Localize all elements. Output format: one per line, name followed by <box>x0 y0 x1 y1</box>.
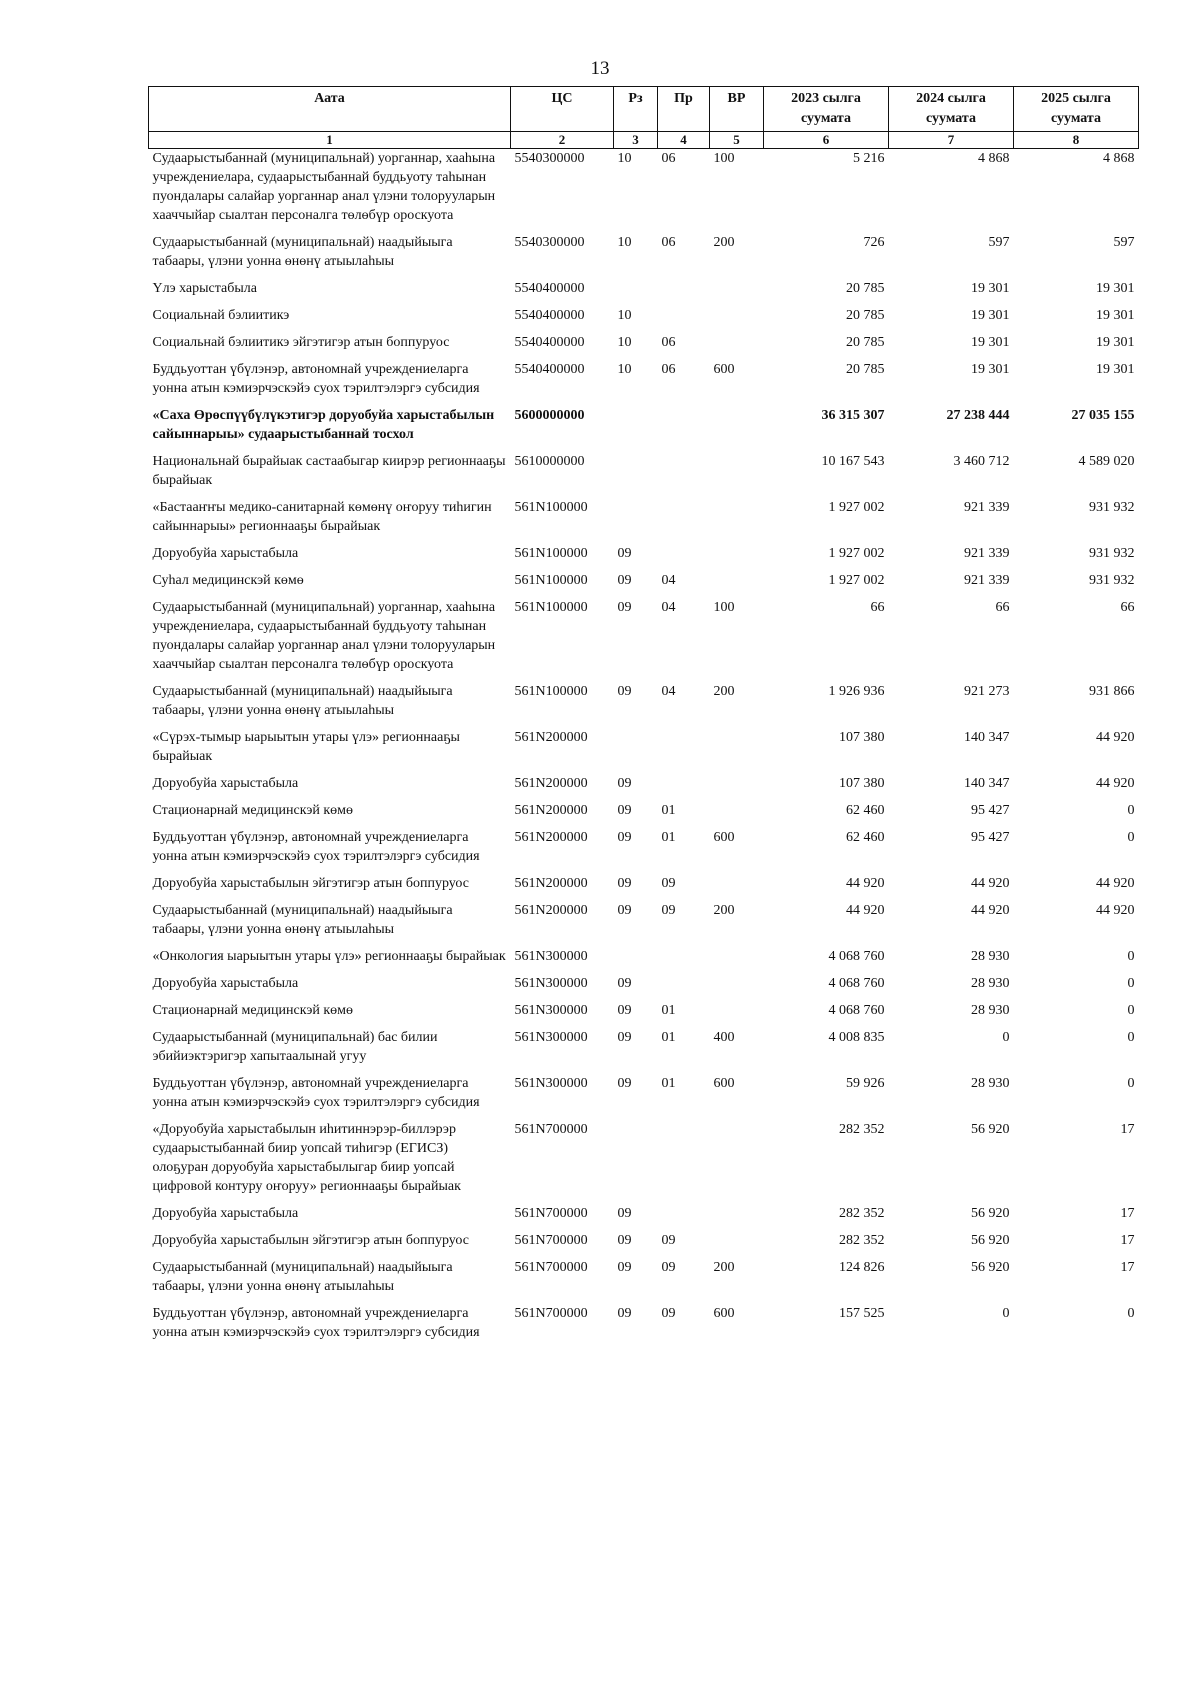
row-name: Судаарыстыбаннай (муниципальнай) уорганнар, хааһына учреждениелара, судаарыстыбаннай буддьуоту таһынан пуондалары салайар уорганнар анал үлэни толорууларын хааччыйар сыалтан персоналга төлөбүр ороскуота <box>152 600 496 672</box>
row-pr <box>658 1204 710 1231</box>
row-vr: 600 <box>713 1076 735 1091</box>
row-amount-2023: 5 216 <box>853 151 885 166</box>
row-amount-2025: 931 866 <box>1089 684 1135 699</box>
row-code: 561N300000 <box>514 1030 588 1045</box>
row-code: 561N700000 <box>514 1122 588 1137</box>
row-vr: 100 <box>713 151 735 166</box>
row-amount-2024: 921 339 <box>964 500 1010 515</box>
row-amount-2024: 95 427 <box>971 830 1010 845</box>
row-rz <box>614 728 658 774</box>
row-amount-2023: 4 068 760 <box>828 949 885 964</box>
row-pr: 06 <box>661 362 676 377</box>
row-pr <box>658 728 710 774</box>
row-code: 561N100000 <box>514 500 588 515</box>
row-amount-2025: 597 <box>1113 235 1135 250</box>
column-number: 4 <box>658 132 710 149</box>
row-name: Суһал медицинскэй көмө <box>152 573 304 588</box>
table-row <box>149 1074 1139 1120</box>
table-row <box>149 598 1139 682</box>
row-name: Стационарнай медицинскэй көмө <box>152 1003 354 1018</box>
table-row <box>149 1028 1139 1074</box>
row-vr <box>710 728 764 774</box>
row-amount-2024: 4 868 <box>978 151 1010 166</box>
row-amount-2025: 0 <box>1127 803 1135 818</box>
row-rz: 09 <box>617 573 632 588</box>
column-number: 1 <box>149 132 511 149</box>
row-name: Социальнай бэлиитикэ эйгэтигэр атын боппуруос <box>152 335 450 350</box>
header-pr: Пр <box>658 87 710 132</box>
column-number: 2 <box>511 132 614 149</box>
row-name: Буддьуоттан үбүлэнэр, автономнай учреждениеларга уонна атын кэмиэрчэскэйэ суох тэрилтэлэргэ субсидия <box>152 362 480 396</box>
column-number: 5 <box>710 132 764 149</box>
row-amount-2025: 0 <box>1127 1003 1135 1018</box>
row-rz: 10 <box>617 308 632 323</box>
row-amount-2025: 44 920 <box>1096 876 1135 891</box>
row-amount-2025: 931 932 <box>1089 573 1135 588</box>
row-code: 561N200000 <box>514 876 588 891</box>
row-rz <box>614 279 658 306</box>
row-amount-2024: 56 920 <box>971 1122 1010 1137</box>
header-code: ЦС <box>511 87 614 132</box>
table-row <box>149 360 1139 406</box>
table-row <box>149 1231 1139 1258</box>
row-amount-2024: 19 301 <box>971 308 1010 323</box>
row-pr <box>658 306 710 333</box>
row-amount-2023: 44 920 <box>846 903 885 918</box>
row-rz: 10 <box>617 362 632 377</box>
row-pr: 01 <box>661 803 676 818</box>
column-number: 3 <box>614 132 658 149</box>
column-number: 6 <box>764 132 889 149</box>
row-code: 5600000000 <box>514 408 585 423</box>
column-number: 8 <box>1014 132 1139 149</box>
table-row <box>149 1204 1139 1231</box>
row-pr: 06 <box>661 335 676 350</box>
table-row <box>149 1120 1139 1204</box>
row-amount-2024: 3 460 712 <box>953 454 1010 469</box>
row-code: 5540400000 <box>514 308 585 323</box>
row-amount-2025: 0 <box>1127 830 1135 845</box>
table-row <box>149 279 1139 306</box>
table-row <box>149 1258 1139 1304</box>
row-pr <box>658 544 710 571</box>
row-amount-2024: 140 347 <box>964 776 1010 791</box>
table-body <box>149 149 1139 1351</box>
row-pr: 04 <box>661 684 676 699</box>
row-amount-2023: 4 068 760 <box>828 976 885 991</box>
row-name: Доруобуйа харыстабыла <box>152 546 299 561</box>
row-amount-2024: 66 <box>995 600 1010 615</box>
row-pr: 09 <box>661 876 676 891</box>
row-amount-2023: 157 525 <box>839 1306 885 1321</box>
column-number: 7 <box>889 132 1014 149</box>
row-amount-2023: 107 380 <box>839 730 885 745</box>
table-row <box>149 728 1139 774</box>
table-row <box>149 544 1139 571</box>
row-code: 561N300000 <box>514 1003 588 1018</box>
row-amount-2025: 19 301 <box>1096 362 1135 377</box>
row-amount-2025: 27 035 155 <box>1071 408 1135 423</box>
row-pr: 09 <box>661 1260 676 1275</box>
row-vr: 200 <box>713 684 735 699</box>
row-amount-2023: 4 008 835 <box>828 1030 885 1045</box>
row-pr <box>658 1120 710 1204</box>
row-vr: 200 <box>713 235 735 250</box>
row-name: Доруобуйа харыстабыла <box>152 776 299 791</box>
row-amount-2023: 36 315 307 <box>821 408 885 423</box>
row-code: 5610000000 <box>514 454 585 469</box>
row-rz: 09 <box>617 1003 632 1018</box>
header-rz: Рз <box>614 87 658 132</box>
table-row <box>149 233 1139 279</box>
row-vr <box>710 801 764 828</box>
table-row <box>149 974 1139 1001</box>
row-amount-2023: 66 <box>870 600 885 615</box>
row-vr: 200 <box>713 903 735 918</box>
row-amount-2024: 921 339 <box>964 573 1010 588</box>
row-rz: 10 <box>617 151 632 166</box>
row-vr <box>710 1120 764 1204</box>
row-code: 561N200000 <box>514 803 588 818</box>
header-2025: 2025 сылга суумата <box>1014 87 1139 132</box>
row-amount-2024: 95 427 <box>971 803 1010 818</box>
row-amount-2025: 44 920 <box>1096 730 1135 745</box>
row-amount-2023: 20 785 <box>846 335 885 350</box>
row-amount-2024: 44 920 <box>971 903 1010 918</box>
row-amount-2023: 726 <box>863 235 885 250</box>
row-amount-2023: 282 352 <box>839 1122 885 1137</box>
row-amount-2023: 1 927 002 <box>828 573 885 588</box>
row-pr <box>658 452 710 498</box>
row-amount-2025: 0 <box>1127 1030 1135 1045</box>
row-code: 5540400000 <box>514 335 585 350</box>
row-amount-2024: 56 920 <box>971 1206 1010 1221</box>
row-code: 5540300000 <box>514 235 585 250</box>
row-amount-2023: 1 926 936 <box>828 684 885 699</box>
budget-table <box>148 86 1139 1350</box>
row-rz: 09 <box>617 1260 632 1275</box>
row-amount-2025: 0 <box>1127 976 1135 991</box>
row-name: Судаарыстыбаннай (муниципальнай) бас билии эбийиэктэригэр хапытаалынай угуу <box>152 1030 438 1064</box>
row-code: 561N300000 <box>514 1076 588 1091</box>
row-pr: 09 <box>661 903 676 918</box>
table-row <box>149 406 1139 452</box>
row-vr <box>710 947 764 974</box>
row-amount-2024: 44 920 <box>971 876 1010 891</box>
row-vr <box>710 974 764 1001</box>
row-pr: 01 <box>661 1003 676 1018</box>
row-amount-2023: 1 927 002 <box>828 500 885 515</box>
row-name: «Онкология ыарыытын утары үлэ» регионнааҕы бырайыак <box>152 949 506 964</box>
row-rz: 09 <box>617 1206 632 1221</box>
row-amount-2024: 28 930 <box>971 949 1010 964</box>
row-code: 561N100000 <box>514 684 588 699</box>
row-rz: 09 <box>617 976 632 991</box>
row-amount-2024: 28 930 <box>971 1076 1010 1091</box>
row-vr: 100 <box>713 600 735 615</box>
row-vr <box>710 498 764 544</box>
row-rz <box>614 1120 658 1204</box>
row-rz: 09 <box>617 830 632 845</box>
row-amount-2024: 56 920 <box>971 1260 1010 1275</box>
row-rz: 09 <box>617 684 632 699</box>
row-amount-2024: 19 301 <box>971 281 1010 296</box>
row-code: 5540400000 <box>514 362 585 377</box>
table-row <box>149 333 1139 360</box>
row-amount-2025: 931 932 <box>1089 546 1135 561</box>
table-row <box>149 498 1139 544</box>
row-amount-2025: 0 <box>1127 1306 1135 1321</box>
row-code: 561N300000 <box>514 949 588 964</box>
row-name: Судаарыстыбаннай (муниципальнай) наадыйыыга табаары, үлэни уонна өнөнү атыылаһыы <box>152 235 453 269</box>
row-amount-2025: 19 301 <box>1096 281 1135 296</box>
table-row <box>149 828 1139 874</box>
column-number-row <box>149 132 1139 149</box>
row-vr: 400 <box>713 1030 735 1045</box>
row-code: 561N700000 <box>514 1206 588 1221</box>
table-row <box>149 306 1139 333</box>
header-2023: 2023 сылга суумата <box>764 87 889 132</box>
row-name: «Сүрэх-тымыр ыарыытын утары үлэ» регионнааҕы бырайыак <box>152 730 460 764</box>
row-amount-2024: 0 <box>1002 1030 1010 1045</box>
row-vr <box>710 544 764 571</box>
row-amount-2024: 921 339 <box>964 546 1010 561</box>
table-row <box>149 682 1139 728</box>
row-rz <box>614 406 658 452</box>
row-code: 561N700000 <box>514 1260 588 1275</box>
row-name: Судаарыстыбаннай (муниципальнай) уорганнар, хааһына учреждениелара, судаарыстыбаннай буддьуоту таһынан пуондалары салайар уорганнар анал үлэни толорууларын хааччыйар сыалтан персоналга төлөбүр ороскуота <box>152 151 496 223</box>
row-amount-2025: 17 <box>1120 1233 1135 1248</box>
row-pr: 06 <box>661 151 676 166</box>
row-code: 561N200000 <box>514 730 588 745</box>
row-vr: 600 <box>713 362 735 377</box>
row-amount-2023: 20 785 <box>846 281 885 296</box>
table-header-row <box>149 87 1139 132</box>
row-name: «Саха Өрөспүүбүлүкэтигэр доруобуйа харыстабылын сайыннарыы» судаарыстыбаннай тосхол <box>152 408 495 442</box>
row-vr <box>710 452 764 498</box>
row-pr: 06 <box>661 235 676 250</box>
row-amount-2023: 62 460 <box>846 830 885 845</box>
row-amount-2023: 10 167 543 <box>821 454 885 469</box>
table-row <box>149 149 1139 234</box>
row-code: 561N300000 <box>514 976 588 991</box>
table-row <box>149 452 1139 498</box>
row-name: Национальнай бырайыак састаабыгар киирэр регионнааҕы бырайыак <box>152 454 506 488</box>
row-amount-2023: 1 927 002 <box>828 546 885 561</box>
row-vr <box>710 1231 764 1258</box>
row-vr <box>710 571 764 598</box>
row-code: 561N200000 <box>514 776 588 791</box>
row-name: Доруобуйа харыстабыла <box>152 1206 299 1221</box>
row-code: 561N100000 <box>514 600 588 615</box>
table-row <box>149 947 1139 974</box>
row-amount-2023: 282 352 <box>839 1233 885 1248</box>
row-pr: 01 <box>661 1076 676 1091</box>
table-row <box>149 874 1139 901</box>
row-name: Буддьуоттан үбүлэнэр, автономнай учреждениеларга уонна атын кэмиэрчэскэйэ суох тэрилтэлэргэ субсидия <box>152 1306 480 1340</box>
row-rz: 09 <box>617 803 632 818</box>
row-amount-2024: 27 238 444 <box>946 408 1010 423</box>
row-pr: 04 <box>661 600 676 615</box>
row-amount-2023: 62 460 <box>846 803 885 818</box>
row-pr: 04 <box>661 573 676 588</box>
table-row <box>149 571 1139 598</box>
header-2024: 2024 сылга суумата <box>889 87 1014 132</box>
row-code: 561N700000 <box>514 1306 588 1321</box>
row-amount-2025: 0 <box>1127 949 1135 964</box>
row-amount-2025: 17 <box>1120 1206 1135 1221</box>
row-rz: 09 <box>617 876 632 891</box>
row-name: Доруобуйа харыстабылын эйгэтигэр атын боппуруос <box>152 1233 469 1248</box>
header-vr: ВР <box>710 87 764 132</box>
row-vr: 600 <box>713 1306 735 1321</box>
row-name: Судаарыстыбаннай (муниципальнай) наадыйыыга табаары, үлэни уонна өнөнү атыылаһыы <box>152 1260 453 1294</box>
row-amount-2025: 19 301 <box>1096 308 1135 323</box>
row-vr <box>710 774 764 801</box>
row-rz: 10 <box>617 335 632 350</box>
row-rz: 09 <box>617 903 632 918</box>
row-amount-2025: 4 589 020 <box>1078 454 1135 469</box>
row-name: «Бастааҥҥы медико-санитарнай көмөнү оҥоруу тиһигин сайыннарыы» регионнааҕы бырайыак <box>152 500 492 534</box>
row-amount-2024: 921 273 <box>964 684 1010 699</box>
row-pr: 09 <box>661 1306 676 1321</box>
row-pr <box>658 406 710 452</box>
row-pr: 01 <box>661 1030 676 1045</box>
row-amount-2023: 59 926 <box>846 1076 885 1091</box>
row-code: 561N200000 <box>514 903 588 918</box>
row-pr <box>658 774 710 801</box>
row-pr <box>658 498 710 544</box>
row-code: 561N100000 <box>514 546 588 561</box>
row-code: 5540300000 <box>514 151 585 166</box>
row-name: «Доруобуйа харыстабылын иһитиннэрэр-биллэрэр судаарыстыбаннай биир уопсай тиһигэр (ЕГИСЗ) олоҕуран доруобуйа харыстабылыгар биир уопсай цифровой контуру оҥоруу» регионнааҕы бырайыак <box>152 1122 461 1194</box>
row-name: Доруобуйа харыстабылын эйгэтигэр атын боппуруос <box>152 876 469 891</box>
row-rz: 09 <box>617 776 632 791</box>
row-name: Доруобуйа харыстабыла <box>152 976 299 991</box>
row-amount-2023: 4 068 760 <box>828 1003 885 1018</box>
row-name: Судаарыстыбаннай (муниципальнай) наадыйыыга табаары, үлэни уонна өнөнү атыылаһыы <box>152 903 453 937</box>
table-row <box>149 901 1139 947</box>
table-row <box>149 1304 1139 1350</box>
row-amount-2024: 597 <box>988 235 1010 250</box>
row-name: Стационарнай медицинскэй көмө <box>152 803 354 818</box>
row-rz: 09 <box>617 600 632 615</box>
row-pr <box>658 279 710 306</box>
row-amount-2025: 66 <box>1120 600 1135 615</box>
row-vr: 200 <box>713 1260 735 1275</box>
row-code: 561N100000 <box>514 573 588 588</box>
row-amount-2023: 282 352 <box>839 1206 885 1221</box>
page-number: 13 <box>590 58 610 79</box>
table-row <box>149 1001 1139 1028</box>
row-amount-2025: 4 868 <box>1103 151 1135 166</box>
row-pr <box>658 974 710 1001</box>
header-name: Аата <box>149 87 511 132</box>
row-amount-2023: 20 785 <box>846 362 885 377</box>
row-amount-2024: 28 930 <box>971 1003 1010 1018</box>
row-amount-2025: 931 932 <box>1089 500 1135 515</box>
row-pr <box>658 947 710 974</box>
row-amount-2024: 19 301 <box>971 335 1010 350</box>
row-amount-2024: 19 301 <box>971 362 1010 377</box>
row-amount-2024: 28 930 <box>971 976 1010 991</box>
row-amount-2023: 44 920 <box>846 876 885 891</box>
row-name: Судаарыстыбаннай (муниципальнай) наадыйыыга табаары, үлэни уонна өнөнү атыылаһыы <box>152 684 453 718</box>
row-amount-2025: 19 301 <box>1096 335 1135 350</box>
row-rz <box>614 498 658 544</box>
row-pr: 09 <box>661 1233 676 1248</box>
row-vr: 600 <box>713 830 735 845</box>
row-rz: 09 <box>617 1030 632 1045</box>
row-amount-2025: 44 920 <box>1096 903 1135 918</box>
row-vr <box>710 1204 764 1231</box>
row-name: Буддьуоттан үбүлэнэр, автономнай учреждениеларга уонна атын кэмиэрчэскэйэ суох тэрилтэлэргэ субсидия <box>152 830 480 864</box>
row-rz: 09 <box>617 546 632 561</box>
row-amount-2025: 0 <box>1127 1076 1135 1091</box>
row-rz: 10 <box>617 235 632 250</box>
row-vr <box>710 406 764 452</box>
row-name: Буддьуоттан үбүлэнэр, автономнай учреждениеларга уонна атын кэмиэрчэскэйэ суох тэрилтэлэргэ субсидия <box>152 1076 480 1110</box>
row-amount-2024: 56 920 <box>971 1233 1010 1248</box>
row-amount-2023: 20 785 <box>846 308 885 323</box>
row-amount-2023: 107 380 <box>839 776 885 791</box>
row-code: 561N200000 <box>514 830 588 845</box>
row-rz <box>614 452 658 498</box>
table-row <box>149 801 1139 828</box>
row-rz: 09 <box>617 1233 632 1248</box>
row-vr <box>710 333 764 360</box>
row-amount-2023: 124 826 <box>839 1260 885 1275</box>
row-amount-2024: 0 <box>1002 1306 1010 1321</box>
row-code: 561N700000 <box>514 1233 588 1248</box>
row-rz <box>614 947 658 974</box>
row-rz: 09 <box>617 1306 632 1321</box>
row-pr: 01 <box>661 830 676 845</box>
row-rz: 09 <box>617 1076 632 1091</box>
row-amount-2025: 44 920 <box>1096 776 1135 791</box>
row-name: Социальнай бэлиитикэ <box>152 308 290 323</box>
row-name: Үлэ харыстабыла <box>152 281 257 296</box>
table-row <box>149 774 1139 801</box>
row-code: 5540400000 <box>514 281 585 296</box>
row-vr <box>710 279 764 306</box>
row-amount-2024: 140 347 <box>964 730 1010 745</box>
row-vr <box>710 874 764 901</box>
row-vr <box>710 306 764 333</box>
row-vr <box>710 1001 764 1028</box>
row-amount-2025: 17 <box>1120 1122 1135 1137</box>
row-amount-2025: 17 <box>1120 1260 1135 1275</box>
